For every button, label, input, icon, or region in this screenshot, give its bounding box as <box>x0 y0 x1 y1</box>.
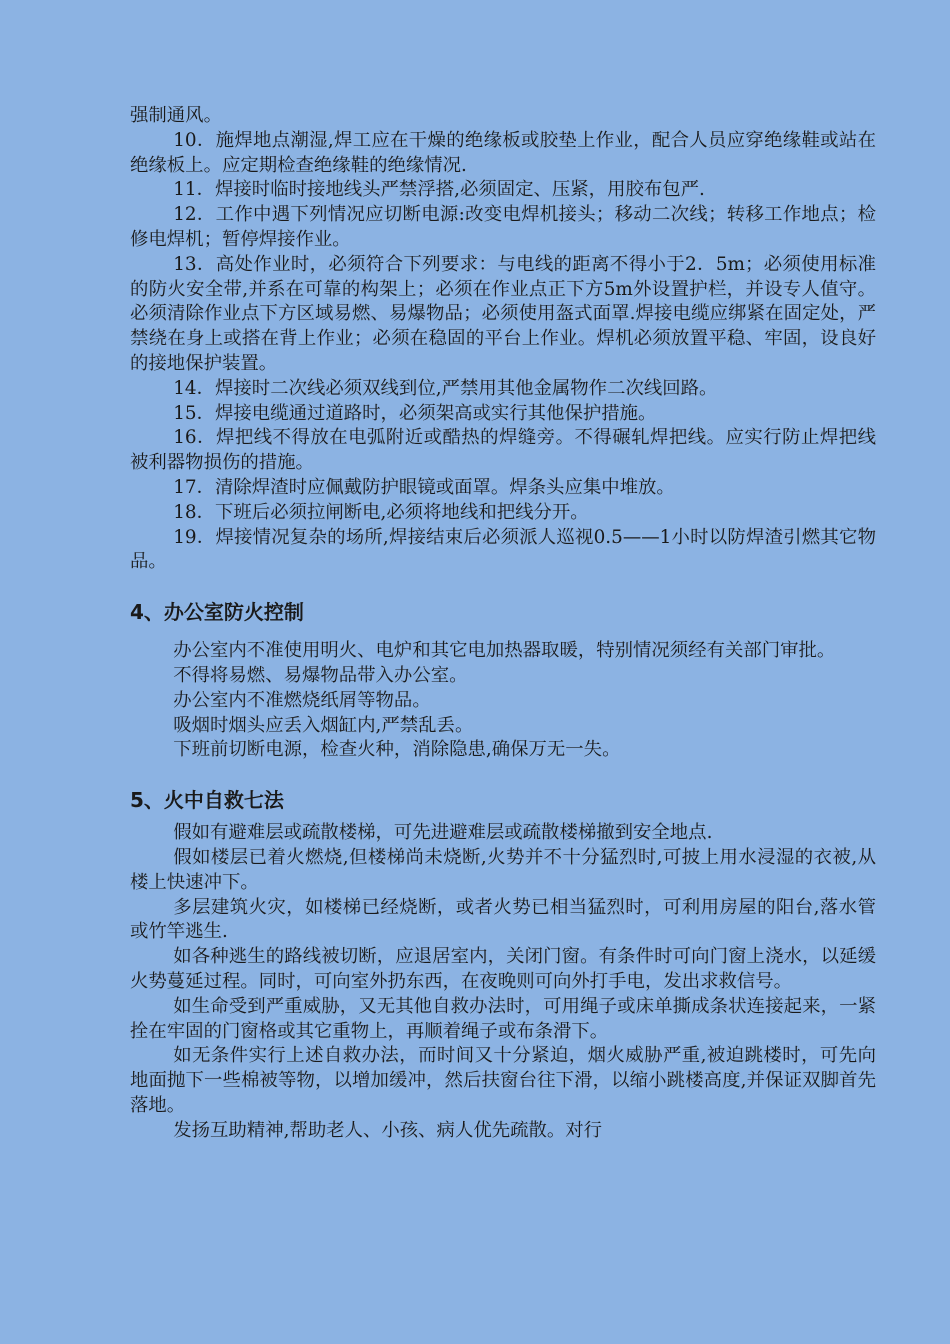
self-rescue-paragraph: 如生命受到严重威胁，又无其他自救办法时，可用绳子或床单撕成条状连接起来，一紧拴在牢固的门窗格或其它重物上，再顺着绳子或布条滑下。 <box>130 995 876 1042</box>
self-rescue-paragraph: 发扬互助精神,帮助老人、小孩、病人优先疏散。对行 <box>173 1119 603 1141</box>
office-paragraph: 办公室内不准使用明火、电炉和其它电加热器取暖，特别情况须经有关部门审批。 <box>173 640 836 662</box>
self-rescue-paragraph: 如各种逃生的路线被切断，应退居室内，关闭门窗。有条件时可向门窗上浇水，以延缓火势蔓延过程。同时，可向室外扔东西，在夜晚则可向外打手电，发出求救信号。 <box>130 946 876 992</box>
welding-item-12: 12．工作中遇下列情况应切断电源:改变电焊机接头；移动二次线；转移工作地点；检修电焊机；暂停焊接作业。 <box>130 204 876 250</box>
self-rescue-paragraph: 假如楼层已着火燃烧,但楼梯尚未烧断,火势并不十分猛烈时,可披上用水浸湿的衣被,从楼上快速冲下。 <box>130 846 876 893</box>
welding-item-17: 17．清除焊渣时应佩戴防护眼镜或面罩。焊条头应集中堆放。 <box>173 476 675 498</box>
office-paragraph: 办公室内不准燃烧纸屑等物品。 <box>173 689 431 711</box>
welding-item-13: 13．高处作业时，必须符合下列要求：与电线的距离不得小于2．5m；必须使用标准的防火安全带,并系在可靠的构架上；必须在作业点正下方5m外设置护栏，并设专人值守。必须清除作业点下方区域易燃、易爆物品；必须使用盔式面罩.焊接电缆应绑紧在固定处，严禁绕在身上或搭在背上作业；必须在稳固的平台上作业。焊机必须放置平稳、牢固，设良好的接地保护装置。 <box>130 253 876 374</box>
section-heading-office-fire-control: 4、办公室防火控制 <box>130 600 304 625</box>
welding-item-10: 10．施焊地点潮湿,焊工应在干燥的绝缘板或胶垫上作业，配合人员应穿绝缘鞋或站在绝缘板上。应定期检查绝缘鞋的绝缘情况. <box>130 129 876 176</box>
self-rescue-paragraph: 假如有避难层或疏散楼梯，可先进避难层或疏散楼梯撤到安全地点. <box>173 822 713 844</box>
office-paragraph: 不得将易燃、易爆物品带入办公室。 <box>173 664 468 686</box>
self-rescue-paragraph: 多层建筑火灾，如楼梯已经烧断，或者火势已相当猛烈时，可利用房屋的阳台,落水管或竹竿逃生. <box>130 896 876 943</box>
welding-item-15: 15．焊接电缆通过道路时，必须架高或实行其他保护措施。 <box>173 402 657 424</box>
welding-item-16: 16．焊把线不得放在电弧附近或酷热的焊缝旁。不得碾轧焊把线。应实行防止焊把线被利器物损伤的措施。 <box>130 427 876 474</box>
self-rescue-paragraph: 如无条件实行上述自救办法，而时间又十分紧迫，烟火威胁严重,被迫跳楼时，可先向地面抛下一些棉被等物，以增加缓冲，然后扶窗台往下滑，以缩小跳楼高度,并保证双脚首先落地。 <box>130 1045 876 1116</box>
office-paragraph: 吸烟时烟头应丢入烟缸内,严禁乱丢。 <box>173 714 474 736</box>
office-paragraph: 下班前切断电源，检查火种，消除隐患,确保万无一失。 <box>173 739 621 761</box>
document-page <box>130 104 876 1143</box>
welding-item-18: 18．下班后必须拉闸断电,必须将地线和把线分开。 <box>173 501 589 523</box>
continuation-text: 强制通风。 <box>130 105 222 126</box>
welding-item-14: 14．焊接时二次线必须双线到位,严禁用其他金属物作二次线回路。 <box>173 377 718 399</box>
welding-item-11: 11．焊接时临时接地线头严禁浮搭,必须固定、压紧，用胶布包严. <box>173 179 705 201</box>
welding-item-19: 19．焊接情况复杂的场所,焊接结束后必须派人巡视0.5——1小时以防焊渣引燃其它物品。 <box>130 526 876 573</box>
section-heading-fire-self-rescue: 5、火中自救七法 <box>130 788 284 813</box>
